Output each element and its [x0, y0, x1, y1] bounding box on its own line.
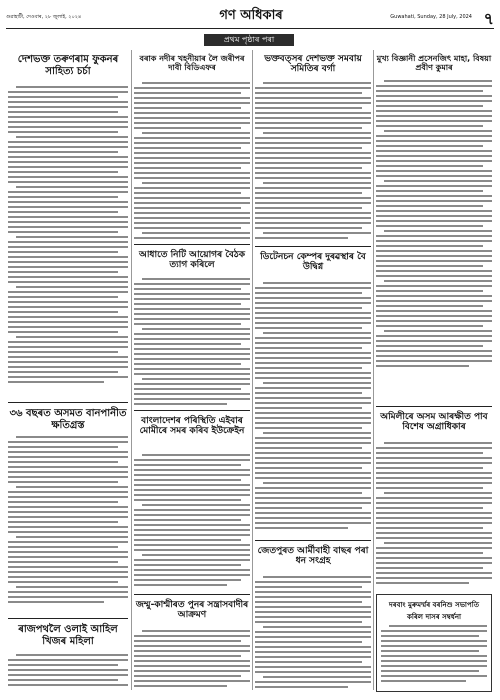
- article-divider: [134, 410, 250, 411]
- column-rule: [131, 50, 132, 690]
- article-body-10: [376, 442, 492, 590]
- article-divider: [8, 402, 128, 403]
- headline-10: অমিলীৰে অসম আৰক্ষীত পাব বিশেষ অগ্ৰাধিকাৰ: [380, 412, 488, 433]
- headline-13: দৰবাং মুৰুমৰ্ম্মৰ বৰনিশু সভাপতি কৰিল দাসৰ সম্বৰ্ধনা: [389, 601, 479, 621]
- article-divider: [376, 406, 492, 407]
- headline-9: জেতপুৰত আৰ্মীবাহী বাছৰ পৰা ধন সংগ্ৰহ: [257, 546, 369, 567]
- article-body-12: [8, 654, 128, 692]
- article-body-11: [134, 630, 250, 692]
- headline-5: আধাতে নিটি আয়োগৰ বৈঠক ত্যাগ কৰিলে: [138, 250, 246, 271]
- article-divider: [134, 594, 250, 595]
- newspaper-page: [6, 6, 494, 694]
- boxed-article: [376, 594, 492, 692]
- page-number: ৭: [483, 9, 494, 28]
- article-body-1: [8, 86, 128, 398]
- article-body-9: [255, 576, 371, 692]
- headline-11: জম্মু-কাশ্মীৰত পুনৰ সন্ত্ৰাসবাদীৰ আক্ৰমণ: [135, 600, 249, 621]
- headline-4: মুখ্য বিজ্ঞানী প্ৰসেনজিৎ মাহা, বিষয়া প্ৰবীণ কুমাৰ: [376, 54, 492, 73]
- headline-3: ভক্তবত্‍সৰ দেশভক্ত সমবায় সমিতিৰ বৰ্গা: [264, 54, 362, 75]
- article-divider: [8, 618, 128, 619]
- headline-1: দেশভক্ত তৰুণৰাম ফুকনৰ সাহিত্য চৰ্চা: [17, 54, 119, 77]
- article-body-2: [134, 82, 250, 242]
- article-body-13: [381, 625, 487, 687]
- header-date-assamese: গুৱাহাটী, দেওবাৰ, ২৮ জুলাই, ২০২৪: [6, 14, 82, 20]
- page-header: [6, 6, 494, 28]
- headline-12: ৰাজপথলৈ ওলাই আহিল খিজৰ মহিলা: [18, 624, 118, 647]
- article-divider: [255, 246, 371, 247]
- headline-7: বাংলাদেশৰ পৰিস্থিতি এইবাৰ মোমীৰে সমৰ কৰিব ইউক্ৰেইন: [139, 416, 245, 437]
- section-banner: প্ৰথম পৃষ্ঠাৰ পৰা: [204, 34, 294, 46]
- article-divider: [134, 244, 250, 245]
- column-rule: [252, 50, 253, 690]
- article-body-3: [255, 82, 371, 244]
- article-body-8: [8, 436, 128, 616]
- headline-2: বৰাক নদীৰ খহনীয়াৰ লৈ জৰীপৰ দাবী বিডিএফৰ: [139, 54, 245, 73]
- article-body-6: [255, 282, 371, 538]
- masthead: গণ অধিকাৰ: [219, 8, 283, 23]
- headline-6: ডিটেনচন কেম্পৰ দুৰৱস্থাৰ বৈ উদ্বিগ্ন: [260, 252, 366, 273]
- article-body-7: [134, 454, 250, 592]
- article-body-4: [376, 80, 492, 376]
- article-divider: [255, 540, 371, 541]
- headline-8: ৩৬ বছৰত অসমত বানপানীত ক্ষতিগ্ৰস্ত: [9, 408, 127, 431]
- header-date-english: Guwahati, Sunday, 28 July, 2024: [390, 14, 472, 20]
- article-body-5: [134, 278, 250, 408]
- column-rule: [373, 50, 374, 690]
- header-rule: [6, 28, 494, 29]
